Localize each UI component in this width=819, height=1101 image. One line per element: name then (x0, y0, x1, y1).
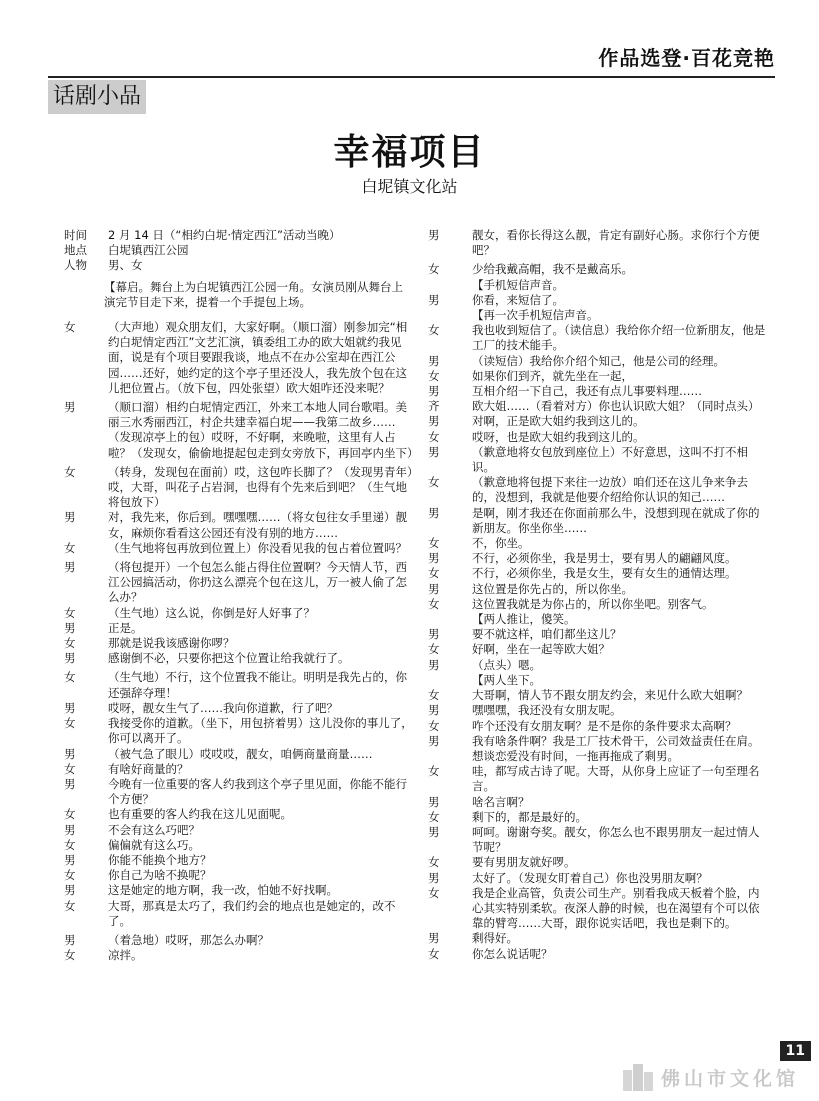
speaker-label: 时间 (64, 228, 87, 242)
speaker-label (428, 612, 472, 627)
line-text: 【两人推让，傻笑。 (472, 612, 576, 627)
dialogue-line (64, 636, 414, 651)
speaker-label: 女 (64, 464, 76, 479)
dialogue-line (64, 716, 414, 746)
line-text: 嘿嘿嘿，我还没有女朋友呢。 (472, 703, 622, 718)
speaker-label: 男 (428, 824, 440, 839)
line-text: 我有啥条件啊？我是工厂技术骨干，公司效益责任在肩。想谈恋爱没有时间，一拖再拖成了剩男。 (472, 733, 760, 763)
line-text: 【再一次手机短信声音。 (472, 308, 599, 323)
line-text: 你自己为啥不换呢？ (108, 868, 212, 883)
speaker-label: 男 (428, 444, 440, 459)
dialogue-line (428, 384, 768, 399)
line-text: 呵呵。谢谢夸奖。靓女，你怎么也不跟男朋友一起过情人节呢？ (472, 824, 760, 855)
speaker-label (428, 673, 472, 688)
dialogue-line (428, 947, 768, 962)
speaker-label: 男 (64, 400, 76, 415)
line-text: 我也收到短信了。（读信息）我给你介绍一位新朋友，他是工厂的技术能手。 (472, 323, 766, 353)
speaker-label: 女 (428, 566, 440, 581)
dialogue-line (64, 621, 414, 636)
line-text: 不，你坐。 (472, 536, 530, 551)
speaker-label: 女 (428, 946, 440, 961)
line-text: 大哥啊，情人节不跟女朋友约会，来见什么欧大姐啊？ (472, 688, 748, 703)
line-text: （生气地）这么说，你倒是好人好事了？ (108, 605, 315, 620)
dialogue-line (64, 777, 414, 807)
dialogue-line (64, 541, 414, 556)
line-text: 白坭镇西江公园 (108, 243, 189, 258)
dialogue-line (428, 931, 768, 946)
dialogue-line (428, 612, 768, 627)
line-text: 有啥好商量的？ (108, 761, 189, 776)
speaker-label: 地点 (64, 243, 87, 258)
dialogue-line (64, 883, 414, 898)
line-text: 2 月 14 日（“相约白坭·情定西江”活动当晚） (108, 228, 341, 242)
line-text: 也有重要的客人约我在这儿见面呢。 (108, 807, 292, 822)
line-text: （歉意地将包提下来往一边放）咱们还在这儿争来争去的，没想到，我就是他要介绍给你认识的知己…… (472, 475, 748, 505)
dialogue-line (64, 853, 414, 868)
line-text: （转身，发现包在面前）哎，这包咋长脚了？（发现男青年）哎，大哥，叫花子占岩洞，也得有个先来后到吧？（生气地将包放下） (108, 464, 413, 510)
speaker-label: 齐 (428, 399, 440, 414)
line-text: （读短信）我给你介绍个知己，他是公司的经理。 (472, 353, 725, 368)
speaker-label: 男 (428, 581, 440, 596)
speaker-label: 女 (64, 540, 76, 555)
speaker-label: 男 (64, 620, 76, 635)
dialogue-line (428, 323, 768, 353)
speaker-label: 女 (64, 898, 76, 913)
dialogue-line (64, 510, 414, 540)
dialogue-line (428, 597, 768, 612)
speaker-label: 女 (64, 837, 76, 852)
speaker-label: 男 (64, 700, 76, 715)
dialogue-line (64, 670, 414, 700)
line-text: （大声地）观众朋友们，大家好啊。（顺口溜）刚参加完“相约白坭情定西江”文艺汇演，镇委组工办的欧大姐就约我见面，说是有个项目要跟我谈，地点不在办公室却在西江公园……还好，她约定的这个亭子里还没人，我先放个包在这儿把位置占。（放下包，四处张望）欧大姐咋还没来呢？ (108, 320, 408, 395)
line-text: 如果你们到齐，就先坐在一起， (472, 368, 633, 383)
speaker-label: 女 (64, 761, 76, 776)
speaker-label: 男 (428, 228, 440, 242)
dialogue-line (428, 262, 768, 277)
right-column (428, 228, 768, 962)
speaker-label: 女 (428, 718, 440, 733)
speaker-label: 男 (64, 883, 76, 898)
line-text: 偏偏就有这么巧。 (108, 837, 200, 852)
speaker-label: 男 (428, 657, 440, 672)
speaker-label: 女 (64, 320, 76, 335)
speaker-label: 男 (428, 292, 440, 307)
line-text: 太好了。（发现女盯着自己）你也没男朋友啊？ (472, 870, 708, 885)
dialogue-line (428, 719, 768, 734)
line-text: （将包提开）一个包怎么能占得住位置啊？今天情人节，西江公园搞活动，你扔这么漂亮个包在这儿，万一被人偷了怎么办？ (108, 560, 407, 605)
line-text: 是啊，刚才我还在你面前那么牛，没想到现在就成了你的新朋友。你坐你坐…… (472, 505, 760, 535)
speaker-label: 男 (428, 505, 440, 520)
dialogue-line (428, 734, 768, 764)
line-text: 男、女 (108, 258, 143, 273)
line-text: 我是企业高管，负责公司生产。别看我成天板着个脸，内心其实特别柔软。夜深人静的时候，也在渴望有个可以依靠的臂弯……大哥，跟你说实话吧，我也是剩下的。 (472, 885, 760, 931)
line-text: 对啊，正是欧大姐约我到这儿的。 (472, 414, 645, 429)
line-text: 剩得好。 (472, 931, 518, 946)
dialogue-line (428, 673, 768, 688)
line-text: 欧大姐……（看着对方）你也认识欧大姐？（同时点头） (472, 399, 760, 414)
line-text: 互相介绍一下自己，我还有点儿事要料理…… (472, 384, 702, 399)
speaker-label: 男 (64, 510, 76, 525)
info-row (64, 243, 414, 258)
dialogue-line (428, 536, 768, 551)
line-text: 哎呀，靓女生气了……我向你道歉，行了吧？ (108, 700, 338, 715)
dialogue-line (428, 475, 768, 505)
dialogue-line (428, 399, 768, 414)
header-rule (48, 76, 775, 78)
speaker-label: 女 (428, 855, 440, 870)
speaker-label: 女 (428, 885, 440, 900)
speaker-label: 女 (428, 429, 440, 444)
dialogue-line (428, 627, 768, 642)
dialogue-line (64, 823, 414, 838)
speaker-label: 女 (428, 688, 440, 703)
dialogue-line (64, 933, 414, 948)
speaker-label: 女 (428, 368, 440, 383)
speaker-label: 男 (428, 627, 440, 642)
dialogue-line (428, 308, 768, 323)
dialogue-line (428, 551, 768, 566)
line-text: 感谢倒不必，只要你把这个位置让给我就行了。 (108, 651, 350, 666)
info-block (64, 228, 414, 274)
line-text: 我接受你的道歉。（坐下，用包挤着男）这儿没你的事儿了，你可以离开了。 (108, 716, 413, 746)
speaker-label: 男 (64, 932, 76, 947)
dialogue-line (428, 642, 768, 657)
line-text: 你怎么说话呢？ (472, 946, 553, 961)
line-text: 这位置我就是为你占的，所以你坐吧。别客气。 (472, 596, 714, 611)
line-text: 啥名言啊？ (472, 794, 530, 809)
line-text: 哎呀，也是欧大姐约我到这儿的。 (472, 429, 645, 444)
line-text: （生气地将包再放到位置上）你没看见我的包占着位置吗？ (108, 540, 407, 555)
dialogue-line (64, 868, 414, 883)
dialogue-line (428, 278, 768, 293)
author: 白坭镇文化站 (361, 177, 458, 196)
dialogue-line (64, 465, 414, 511)
line-text: 你看，来短信了。 (472, 292, 564, 307)
building-icon (621, 1062, 655, 1092)
line-text: 这位置是你先占的，所以你坐。 (472, 581, 633, 596)
dialogue-line (428, 506, 768, 536)
dialogue-line (64, 747, 414, 762)
line-text: 不会有这么巧吧？ (108, 822, 200, 837)
line-text: 【手机短信声音。 (472, 277, 564, 292)
page-title: 幸福项目 (333, 132, 486, 173)
line-text: 剩下的，都是最好的。 (472, 809, 587, 824)
speaker-label: 男 (428, 931, 440, 946)
info-row (64, 258, 414, 273)
dialogue-line (428, 703, 768, 718)
speaker-label: 女 (428, 323, 440, 338)
dialogue-line (428, 825, 768, 855)
line-text: 正是。 (108, 620, 143, 635)
dialogue-line (428, 855, 768, 870)
speaker-label: 男 (428, 870, 440, 885)
speaker-label (428, 308, 472, 323)
speaker-label: 女 (64, 868, 76, 883)
right-dialogue (428, 228, 768, 962)
dialogue-line (64, 807, 414, 822)
dialogue-line (64, 606, 414, 621)
dialogue-line (428, 810, 768, 825)
line-text: 好啊，坐在一起等欧大姐？ (472, 642, 610, 657)
dialogue-line (428, 430, 768, 445)
line-text: 今晚有一位重要的客人约我到这个亭子里见面，你能不能行个方便？ (108, 776, 407, 807)
line-text: （生气地）不行，这个位置我不能让。明明是我先占的，你还强辞夺理！ (108, 670, 407, 700)
dialogue-line (428, 795, 768, 810)
watermark-text: 佛山市文化馆 (660, 1067, 799, 1090)
line-text: 【两人坐下。 (472, 672, 541, 687)
dialogue-line (428, 293, 768, 308)
speaker-label: 女 (428, 596, 440, 611)
line-text: （点头）嗯。 (472, 657, 541, 672)
line-text: 要不就这样，咱们都坐这儿？ (472, 627, 622, 642)
speaker-label (428, 278, 472, 293)
dialogue-line (64, 838, 414, 853)
speaker-label: 男 (428, 414, 440, 429)
dialogue-line (428, 871, 768, 886)
dialogue-line (428, 369, 768, 384)
dialogue-line (64, 948, 414, 963)
line-text: 不行，必须你坐，我是女生，要有女生的通情达理。 (472, 566, 737, 581)
speaker-label: 人物 (64, 258, 87, 273)
speaker-label: 女 (428, 475, 440, 490)
speaker-label: 女 (428, 809, 440, 824)
dialogue-line (428, 445, 768, 475)
dialogue-line (428, 414, 768, 429)
line-text: 靓女，看你长得这么靓，肯定有副好心肠。求你行个方便吧？ (472, 228, 760, 258)
dialogue-line (428, 354, 768, 369)
speaker-label: 女 (428, 262, 440, 277)
dialogue-line (428, 658, 768, 673)
line-text: 凉拌。 (108, 948, 143, 963)
dialogue-line (428, 566, 768, 581)
left-dialogue (64, 320, 419, 963)
line-text: 大哥，那真是太巧了，我们约会的地点也是她定的，改不了。 (108, 898, 396, 928)
watermark (621, 1062, 799, 1092)
speaker-label: 男 (64, 822, 76, 837)
page-number: 11 (780, 1041, 811, 1061)
speaker-label: 女 (428, 536, 440, 551)
dialogue-line (428, 688, 768, 703)
dialogue-line (64, 651, 414, 666)
dialogue-line (428, 764, 768, 794)
line-text: 少给我戴高帽，我不是戴高乐。 (472, 262, 633, 277)
speaker-label: 女 (64, 670, 76, 685)
category-tag: 话剧小品 (48, 80, 146, 114)
line-text: （歉意地将女包放到座位上）不好意思，这叫不打不相识。 (472, 444, 748, 475)
info-row (64, 228, 414, 243)
dialogue-line (64, 320, 414, 396)
section-header: 作品选登·百花竞艳 (598, 46, 775, 70)
line-text: 这是她定的地方啊，我一改，怕她不好找啊。 (108, 883, 338, 898)
speaker-label: 男 (64, 560, 76, 575)
speaker-label: 男 (64, 776, 76, 791)
line-text: （被气急了眼儿）哎哎哎，靓女，咱俩商量商量…… (108, 746, 373, 761)
speaker-label: 男 (64, 651, 76, 666)
speaker-label: 女 (64, 807, 76, 822)
speaker-label: 女 (64, 636, 76, 651)
speaker-label: 女 (428, 764, 440, 779)
speaker-label: 女 (428, 642, 440, 657)
line-text: 要有男朋友就好啰。 (472, 855, 576, 870)
left-column (64, 228, 419, 963)
dialogue-line (428, 886, 768, 932)
speaker-label: 女 (64, 605, 76, 620)
speaker-label: 男 (428, 353, 440, 368)
speaker-label: 男 (428, 384, 440, 399)
line-text: 那就是说我该感谢你啰？ (108, 636, 235, 651)
dialogue-line (428, 228, 768, 258)
dialogue-line (64, 400, 419, 461)
speaker-label: 男 (428, 551, 440, 566)
line-text: （顺口溜）相约白坭情定西江，外来工本地人同台歌唱。美丽三水秀丽西江，村企共建幸福白坭——我第二故乡……（发现凉亭上的包）哎呀，不好啊，来晚啦，这里有人占啦？（发现女，偷偷地提起包走到女旁放下，再回亭内坐下） (108, 400, 419, 460)
dialogue-line (64, 701, 414, 716)
line-text: 咋个还没有女朋友啊？是不是你的条件要求太高啊？ (472, 718, 737, 733)
speaker-label: 女 (64, 948, 76, 963)
dialogue-line (64, 899, 414, 929)
line-text: 你能不能换个地方？ (108, 852, 212, 867)
speaker-label: 男 (64, 746, 76, 761)
speaker-label: 男 (428, 733, 440, 748)
speaker-label: 男 (428, 703, 440, 718)
speaker-label: 女 (64, 716, 76, 731)
speaker-label: 男 (428, 794, 440, 809)
line-text: 对，我先来，你后到。嘿嘿嘿……（将女包往女手里递）靓女，麻烦你看看这公园还有没有别的地方…… (108, 510, 407, 540)
dialogue-line (64, 560, 414, 606)
dialogue-line (428, 582, 768, 597)
speaker-label: 男 (64, 852, 76, 867)
line-text: 不行，必须你坐，我是男士，要有男人的翩翩风度。 (472, 551, 737, 566)
stage-direction: 【幕启。舞台上为白坭镇西江公园一角。女演员刚从舞台上演完节目走下来，提着一个手提包上场。 (104, 279, 403, 309)
dialogue-line (64, 762, 414, 777)
line-text: （着急地）哎呀，那怎么办啊？ (108, 932, 269, 947)
line-text: 哇，都写成古诗了呢。大哥，从你身上应证了一句至理名言。 (472, 764, 760, 794)
